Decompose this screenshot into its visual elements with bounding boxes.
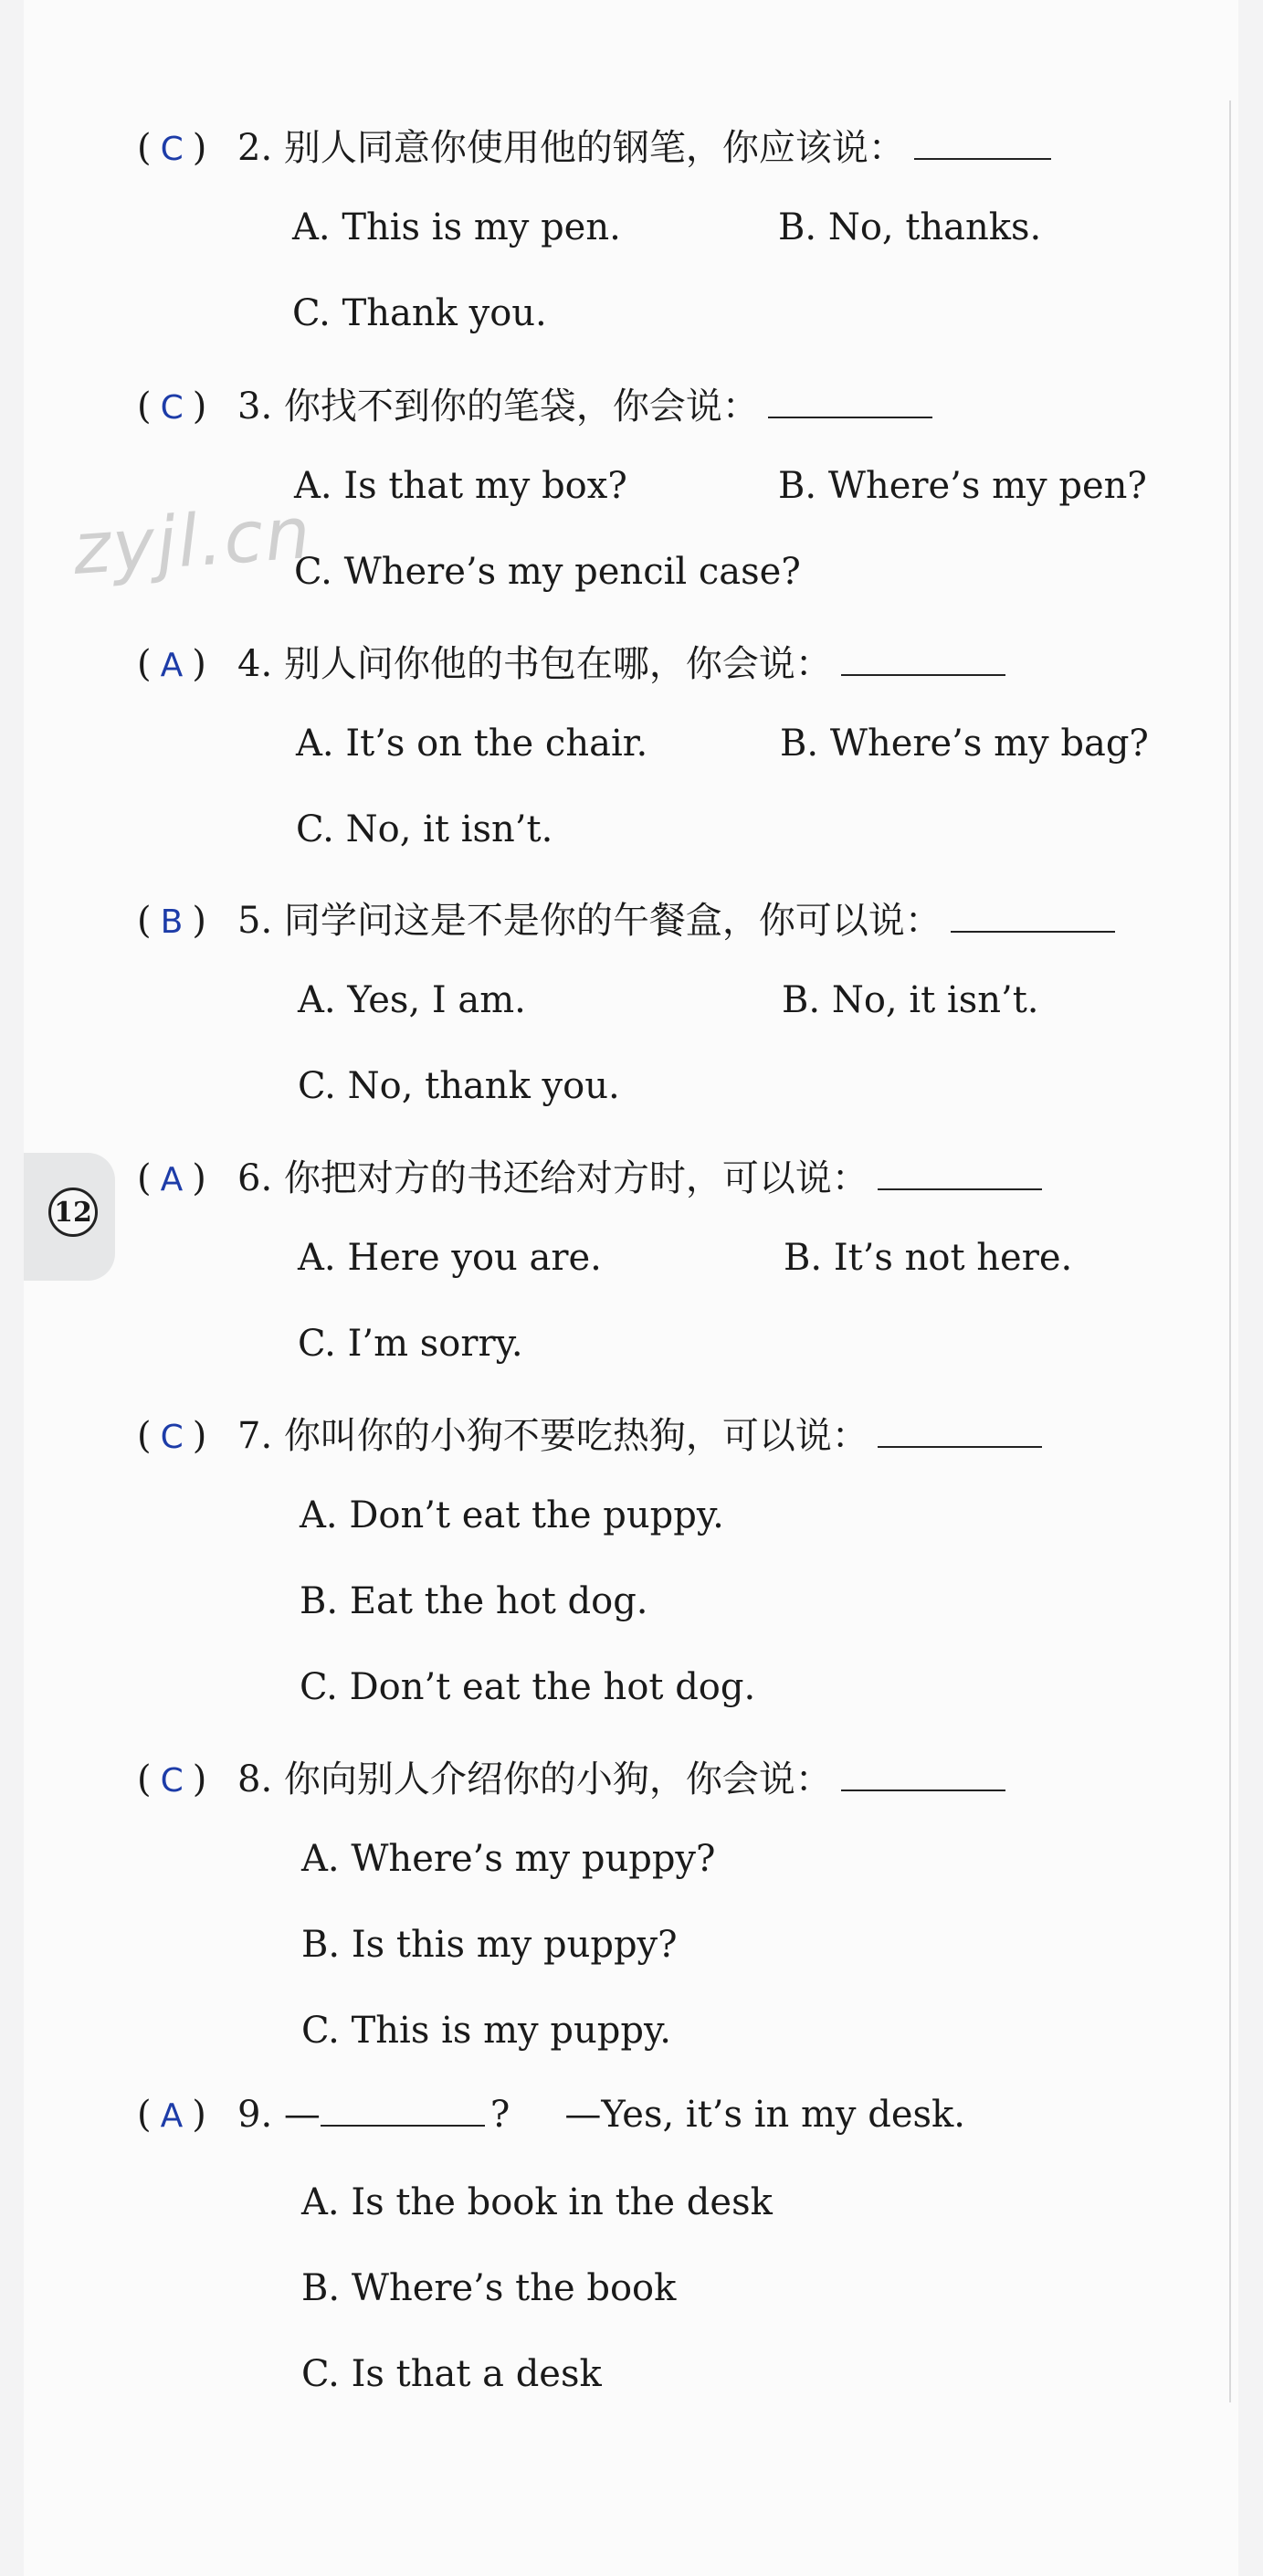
question-line [137,119,1051,171]
question-text: 3. 你找不到你的笔袋，你会说： [237,385,759,428]
answer-blank [841,1780,1005,1791]
question-9 [0,2094,1263,2395]
answer-letter: C [160,1762,184,1800]
option-c: C. I’m sorry. [298,1323,523,1365]
option-c: C. No, thank you. [298,1065,620,1107]
answer-bracket: ( B ) [137,900,206,942]
answer-bracket: ( A ) [137,1157,206,1199]
option-a: A. Yes, I am. [298,979,526,1021]
option-b: B. Is this my puppy? [301,1924,678,1966]
answer-letter: B [160,903,184,941]
question-line [137,635,1005,687]
question-line [137,377,932,429]
answer-bracket: ( A ) [137,643,206,685]
answer-letter: A [160,647,184,684]
answer-blank [841,665,1005,676]
option-a: A. It’s on the chair. [296,723,648,765]
option-c: C. Is that a desk [301,2353,602,2395]
option-c: C. Thank you. [292,292,547,334]
question-text-suffix: ? [489,2094,510,2136]
answer-bracket: ( C ) [137,385,207,428]
question-text: 2. 别人同意你使用他的钢笔，你应该说： [237,127,905,169]
option-b: B. It’s not here. [784,1237,1073,1279]
question-line [137,1149,1042,1201]
answer-blank [321,2116,485,2127]
option-b: B. Where’s my bag? [780,723,1149,765]
question-7 [0,1407,1263,1708]
question-text: 6. 你把对方的书还给对方时，可以说： [237,1157,868,1199]
answer-blank [878,1437,1042,1448]
question-text: 8. 你向别人介绍你的小狗，你会说： [237,1758,832,1800]
answer-blank [951,922,1115,933]
question-2 [0,119,1263,393]
answer-bracket: ( A ) [137,2094,206,2136]
option-a: A. Is that my box? [294,465,627,507]
option-b: B. No, it isn’t. [782,979,1039,1021]
question-line [137,2094,965,2136]
question-line [137,892,1115,944]
question-line [137,1750,1005,1802]
watermark-text: zyjl.cn [70,491,315,592]
answer-letter: C [160,131,184,168]
option-b: B. Where’s my pen? [778,465,1147,507]
answer-blank [878,1179,1042,1190]
option-a: A. Is the book in the desk [301,2181,773,2223]
option-c: C. No, it isn’t. [296,808,553,850]
question-line [137,1407,1042,1459]
option-b: B. Eat the hot dog. [300,1580,648,1622]
answer-letter: A [160,2097,184,2135]
question-4 [0,635,1263,909]
question-text: 4. 别人问你他的书包在哪，你会说： [237,643,832,685]
answer-blank [768,407,932,418]
question-5 [0,892,1263,1166]
question-8 [0,1750,1263,2052]
answer-blank [914,149,1051,160]
option-c: C. This is my puppy. [301,2010,671,2052]
answer-letter: C [160,1419,184,1456]
answer-letter: A [160,1161,184,1198]
option-c: C. Where’s my pencil case? [294,551,801,593]
option-b: B. Where’s the book [301,2267,677,2309]
page-number: 12 [48,1188,98,1237]
question-text: 7. 你叫你的小狗不要吃热狗，可以说： [237,1415,868,1457]
answer-bracket: ( C ) [137,1415,207,1457]
option-a: A. This is my pen. [292,206,621,248]
option-b: B. No, thanks. [778,206,1042,248]
question-text: 5. 同学问这是不是你的午餐盒，你可以说： [237,900,942,942]
option-a: A. Here you are. [298,1237,602,1279]
option-c: C. Don’t eat the hot dog. [300,1666,756,1708]
option-a: A. Where’s my puppy? [301,1838,716,1880]
answer-letter: C [160,389,184,427]
question-6 [0,1149,1263,1423]
option-a: A. Don’t eat the puppy. [300,1494,724,1536]
question-text-prefix: 9. — [237,2094,321,2136]
answer-bracket: ( C ) [137,127,207,169]
question-3 [0,377,1263,651]
answer-bracket: ( C ) [137,1758,207,1800]
reply-text: —Yes, it’s in my desk. [564,2094,965,2136]
